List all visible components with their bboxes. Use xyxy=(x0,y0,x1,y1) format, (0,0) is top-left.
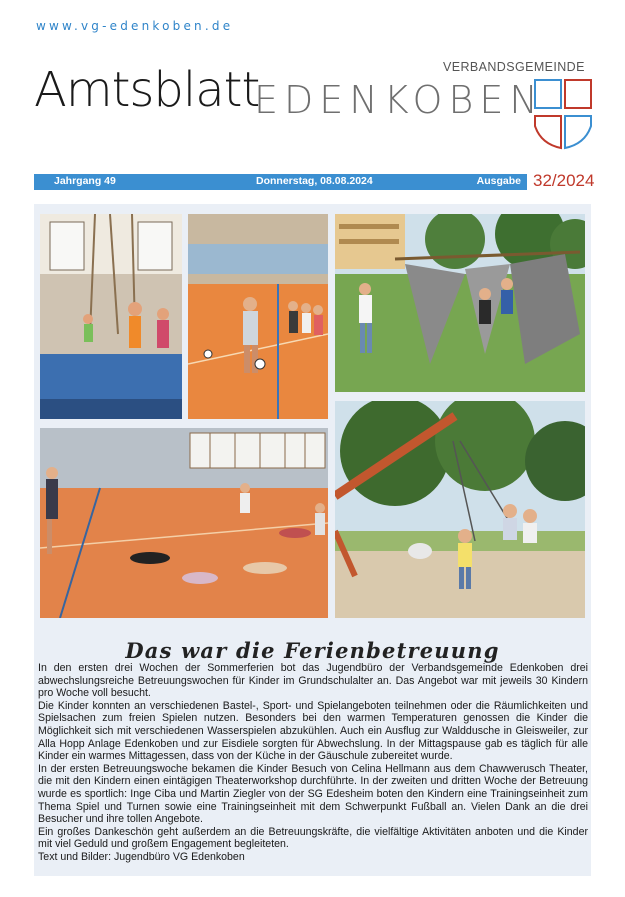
issue-label: Ausgabe xyxy=(476,175,521,187)
photo-gym-floor-exercise xyxy=(40,428,328,618)
article-paragraph: In den ersten drei Wochen der Sommerferien bot das Jugendbüro der Verbandsgemeinde Edenkoben drei abwechslungsreiche Betreuungswochen für Kinder im Grundschulalter an. Das Angebot war mit jeweils 30 Kindern pro Woche voll besucht. xyxy=(38,662,588,700)
town-wordmark: EDENKOBEN xyxy=(254,78,544,122)
article-paragraph: In der ersten Betreuungswoche bekamen die Kinder Besuch von Celina Hellmann aus dem Chawwerusch Theater, die mit den Kindern einen eintägigen Theaterworkshop durchführte. In der zweiten und dritten Woche der Betreuung wurde es sportlich: Inge Ciba und Martin Ziegler von der SG Edesheim boten den Kindern eine Trainingseinheit zum Thema Spiel und Turnen sowie eine Trainingseinheit mit dem Schwerpunkt Fußball an. Vielen Dank an die drei Besucher und ihre tollen Angebote. xyxy=(38,762,588,826)
article-body xyxy=(38,662,588,864)
article-paragraph: Die Kinder konnten an verschiedenen Bastel-, Sport- und Spielangeboten teilnehmen oder die Räumlichkeiten und Spielsachen zum freien Spielen nutzen. Besonders bei den warmen Temperaturen genossen die Kinder die Möglichkeit sich mit verschiedenen Wasserspielen abzukühlen. Auch ein Ausflug zur Walddusche in Gleisweiler, zur Alla Hopp Anlage Edenkoben und zur Eisdiele sorgten für Abwechslung. In der Mittagspause gab es täglich für alle Kinder ein warmes Mittagessen, dass von der Küche in der Gäuschule zubereitet wurde. xyxy=(38,699,588,763)
article-headline: Das war die Ferienbetreuung xyxy=(125,638,500,663)
photo-gym-climbing-ropes xyxy=(40,214,182,419)
issue-number: 32/2024 xyxy=(533,171,595,190)
masthead-title: Amtsblatt xyxy=(34,62,260,118)
article-credit: Text und Bilder: Jugendbüro VG Edenkoben xyxy=(38,850,245,863)
issue-info-bar xyxy=(34,174,527,190)
issue-date: Donnerstag, 08.08.2024 xyxy=(256,175,373,187)
photo-outdoor-tent-building xyxy=(335,214,585,392)
verbandsgemeinde-label: VERBANDSGEMEINDE xyxy=(443,60,585,74)
photo-playground-swing xyxy=(335,401,585,618)
coat-of-arms-logo xyxy=(533,78,593,150)
volume-label: Jahrgang 49 xyxy=(54,175,116,187)
photo-gym-football xyxy=(188,214,328,419)
website-url[interactable]: www.vg-edenkoben.de xyxy=(36,19,234,33)
article-paragraph: Ein großes Dankeschön geht außerdem an die Betreuungskräfte, die vielfältige Aktivitäten anboten und die Kinder mit viel Geduld und großem Engagement begleiteten. xyxy=(38,825,588,851)
